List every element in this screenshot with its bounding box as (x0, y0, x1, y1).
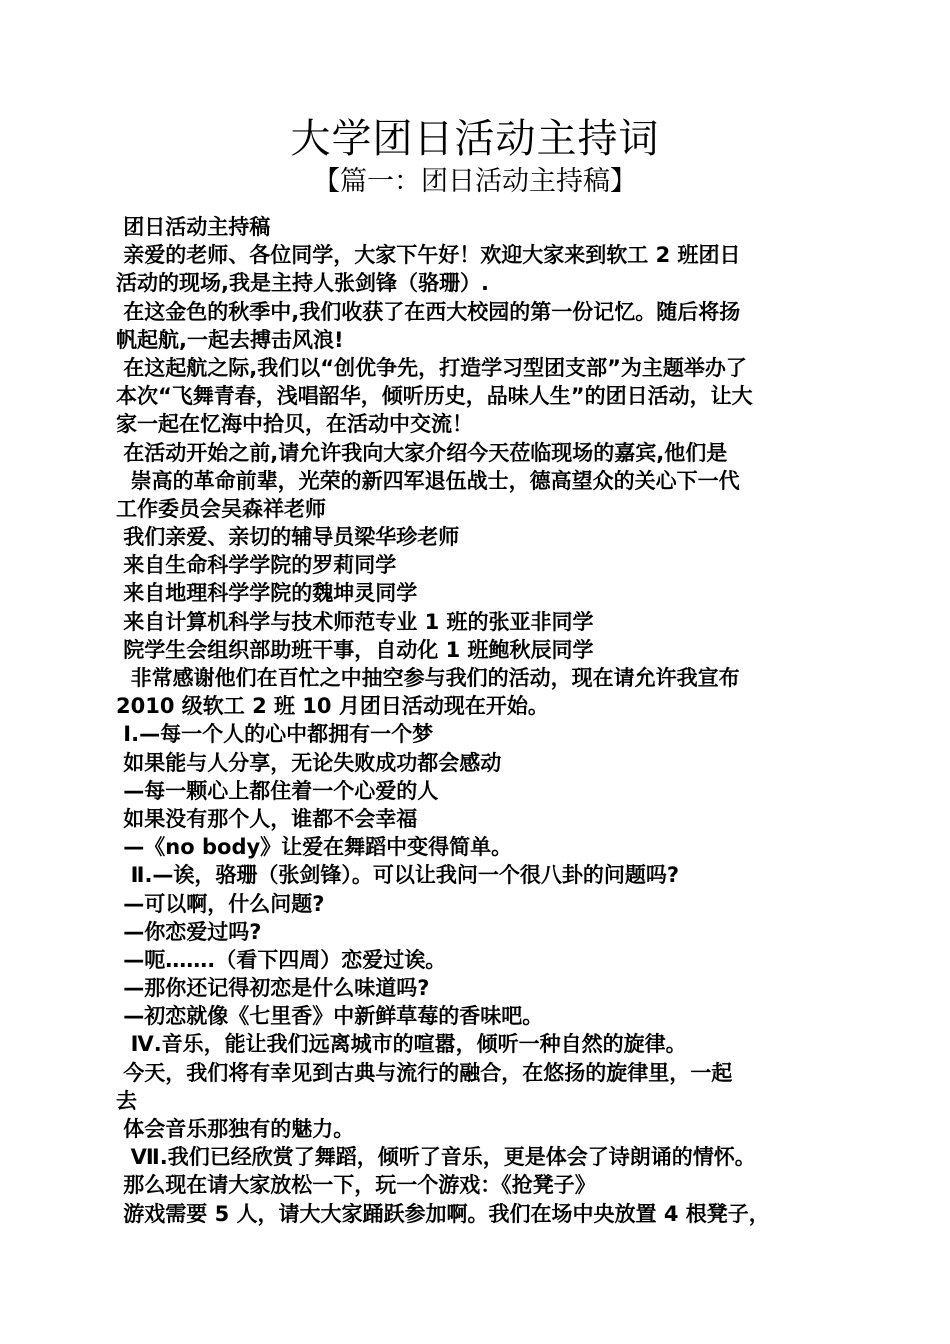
body-line: 体会音乐那独有的魅力。 (116, 1117, 355, 1141)
document-subtitle: 【篇一：团日活动主持稿】 (313, 166, 637, 197)
body-line: —那你还记得初恋是什么味道吗? (116, 976, 430, 1001)
body-line: Ⅳ.音乐，能让我们远离城市的喧嚣，倾听一种自然的旋律。 (116, 1032, 687, 1057)
body-line: Ⅱ.—诶，骆珊（张剑锋）。可以让我问一个很八卦的问题吗? (116, 863, 680, 888)
body-line: —可以啊，什么问题? (116, 891, 325, 916)
body-line: Ⅶ.我们已经欣赏了舞蹈，倾听了音乐，更是体会了诗朗诵的情怀。 (116, 1145, 756, 1170)
body-line: 活动的现场,我是主持人张剑锋（骆珊）. (116, 271, 489, 296)
body-line: 那么现在请大家放松一下，玩一个游戏：《抢凳子》 (116, 1173, 596, 1198)
body-line: —初恋就像《七里香》中新鲜草莓的香味吧。 (116, 1004, 544, 1029)
body-line: 亲爱的老师、各位同学，大家下午好！欢迎大家来到软工 2 班团日 (116, 243, 741, 268)
body-line: 去 (116, 1088, 137, 1113)
body-line: 来自地理科学学院的魏坤灵同学 (116, 581, 418, 606)
body-line: 家一起在忆海中拾贝，在活动中交流！ (116, 412, 473, 437)
body-line: Ⅰ.—每一个人的心中都拥有一个梦 (116, 722, 434, 747)
body-line: 帆起航,一起去搏击风浪! (116, 327, 344, 352)
body-line: 团日活动主持稿 (116, 215, 271, 239)
body-line: —你恋爱过吗? (116, 919, 262, 944)
body-line: 工作委员会吴森祥老师 (116, 496, 326, 521)
body-line: —呃…….（看下四周）恋爱过诶。 (116, 947, 447, 972)
document-body (116, 213, 832, 1228)
body-line: 院学生会组织部助班干事，自动化 1 班鲍秋辰同学 (116, 637, 594, 662)
body-line: 本次“飞舞青春，浅唱韶华，倾听历史，品味人生”的团日活动，让大 (116, 384, 753, 409)
body-line: 崇高的革命前辈，光荣的新四军退伍战士，德高望众的关心下一代 (116, 468, 740, 493)
document-title: 大学团日活动主持词 (290, 116, 660, 162)
body-line: 游戏需要 5 人，请大大家踊跃参加啊。我们在场中央放置 4 根凳子， (116, 1201, 770, 1226)
body-line: 如果没有那个人，谁都不会幸福 (116, 806, 418, 831)
body-line: 在这起航之际,我们以“创优争先，打造学习型团支部”为主题举办了 (116, 355, 747, 380)
body-line: —《no body》让爱在舞蹈中变得简单。 (116, 835, 513, 860)
body-line: 如果能与人分享，无论失败成功都会感动 (116, 750, 502, 775)
body-line: 在这金色的秋季中,我们收获了在西大校园的第一份记忆。随后将扬 (116, 299, 741, 324)
body-line: 非常感谢他们在百忙之中抽空参与我们的活动，现在请允许我宣布 (116, 666, 740, 690)
body-line: —每一颗心上都住着一个心爱的人 (116, 778, 439, 803)
body-line: 来自计算机科学与技术师范专业 1 班的张亚非同学 (116, 609, 594, 634)
body-line: 在活动开始之前,请允许我向大家介绍今天莅临现场的嘉宾,他们是 (116, 440, 728, 465)
body-line: 我们亲爱、亲切的辅导员梁华珍老师 (116, 525, 460, 550)
body-line: 今天，我们将有幸见到古典与流行的融合，在悠扬的旋律里，一起 (116, 1060, 733, 1085)
body-line: 2010 级软工 2 班 10 月团日活动现在开始。 (116, 694, 549, 719)
body-line: 来自生命科学学院的罗莉同学 (116, 553, 397, 578)
